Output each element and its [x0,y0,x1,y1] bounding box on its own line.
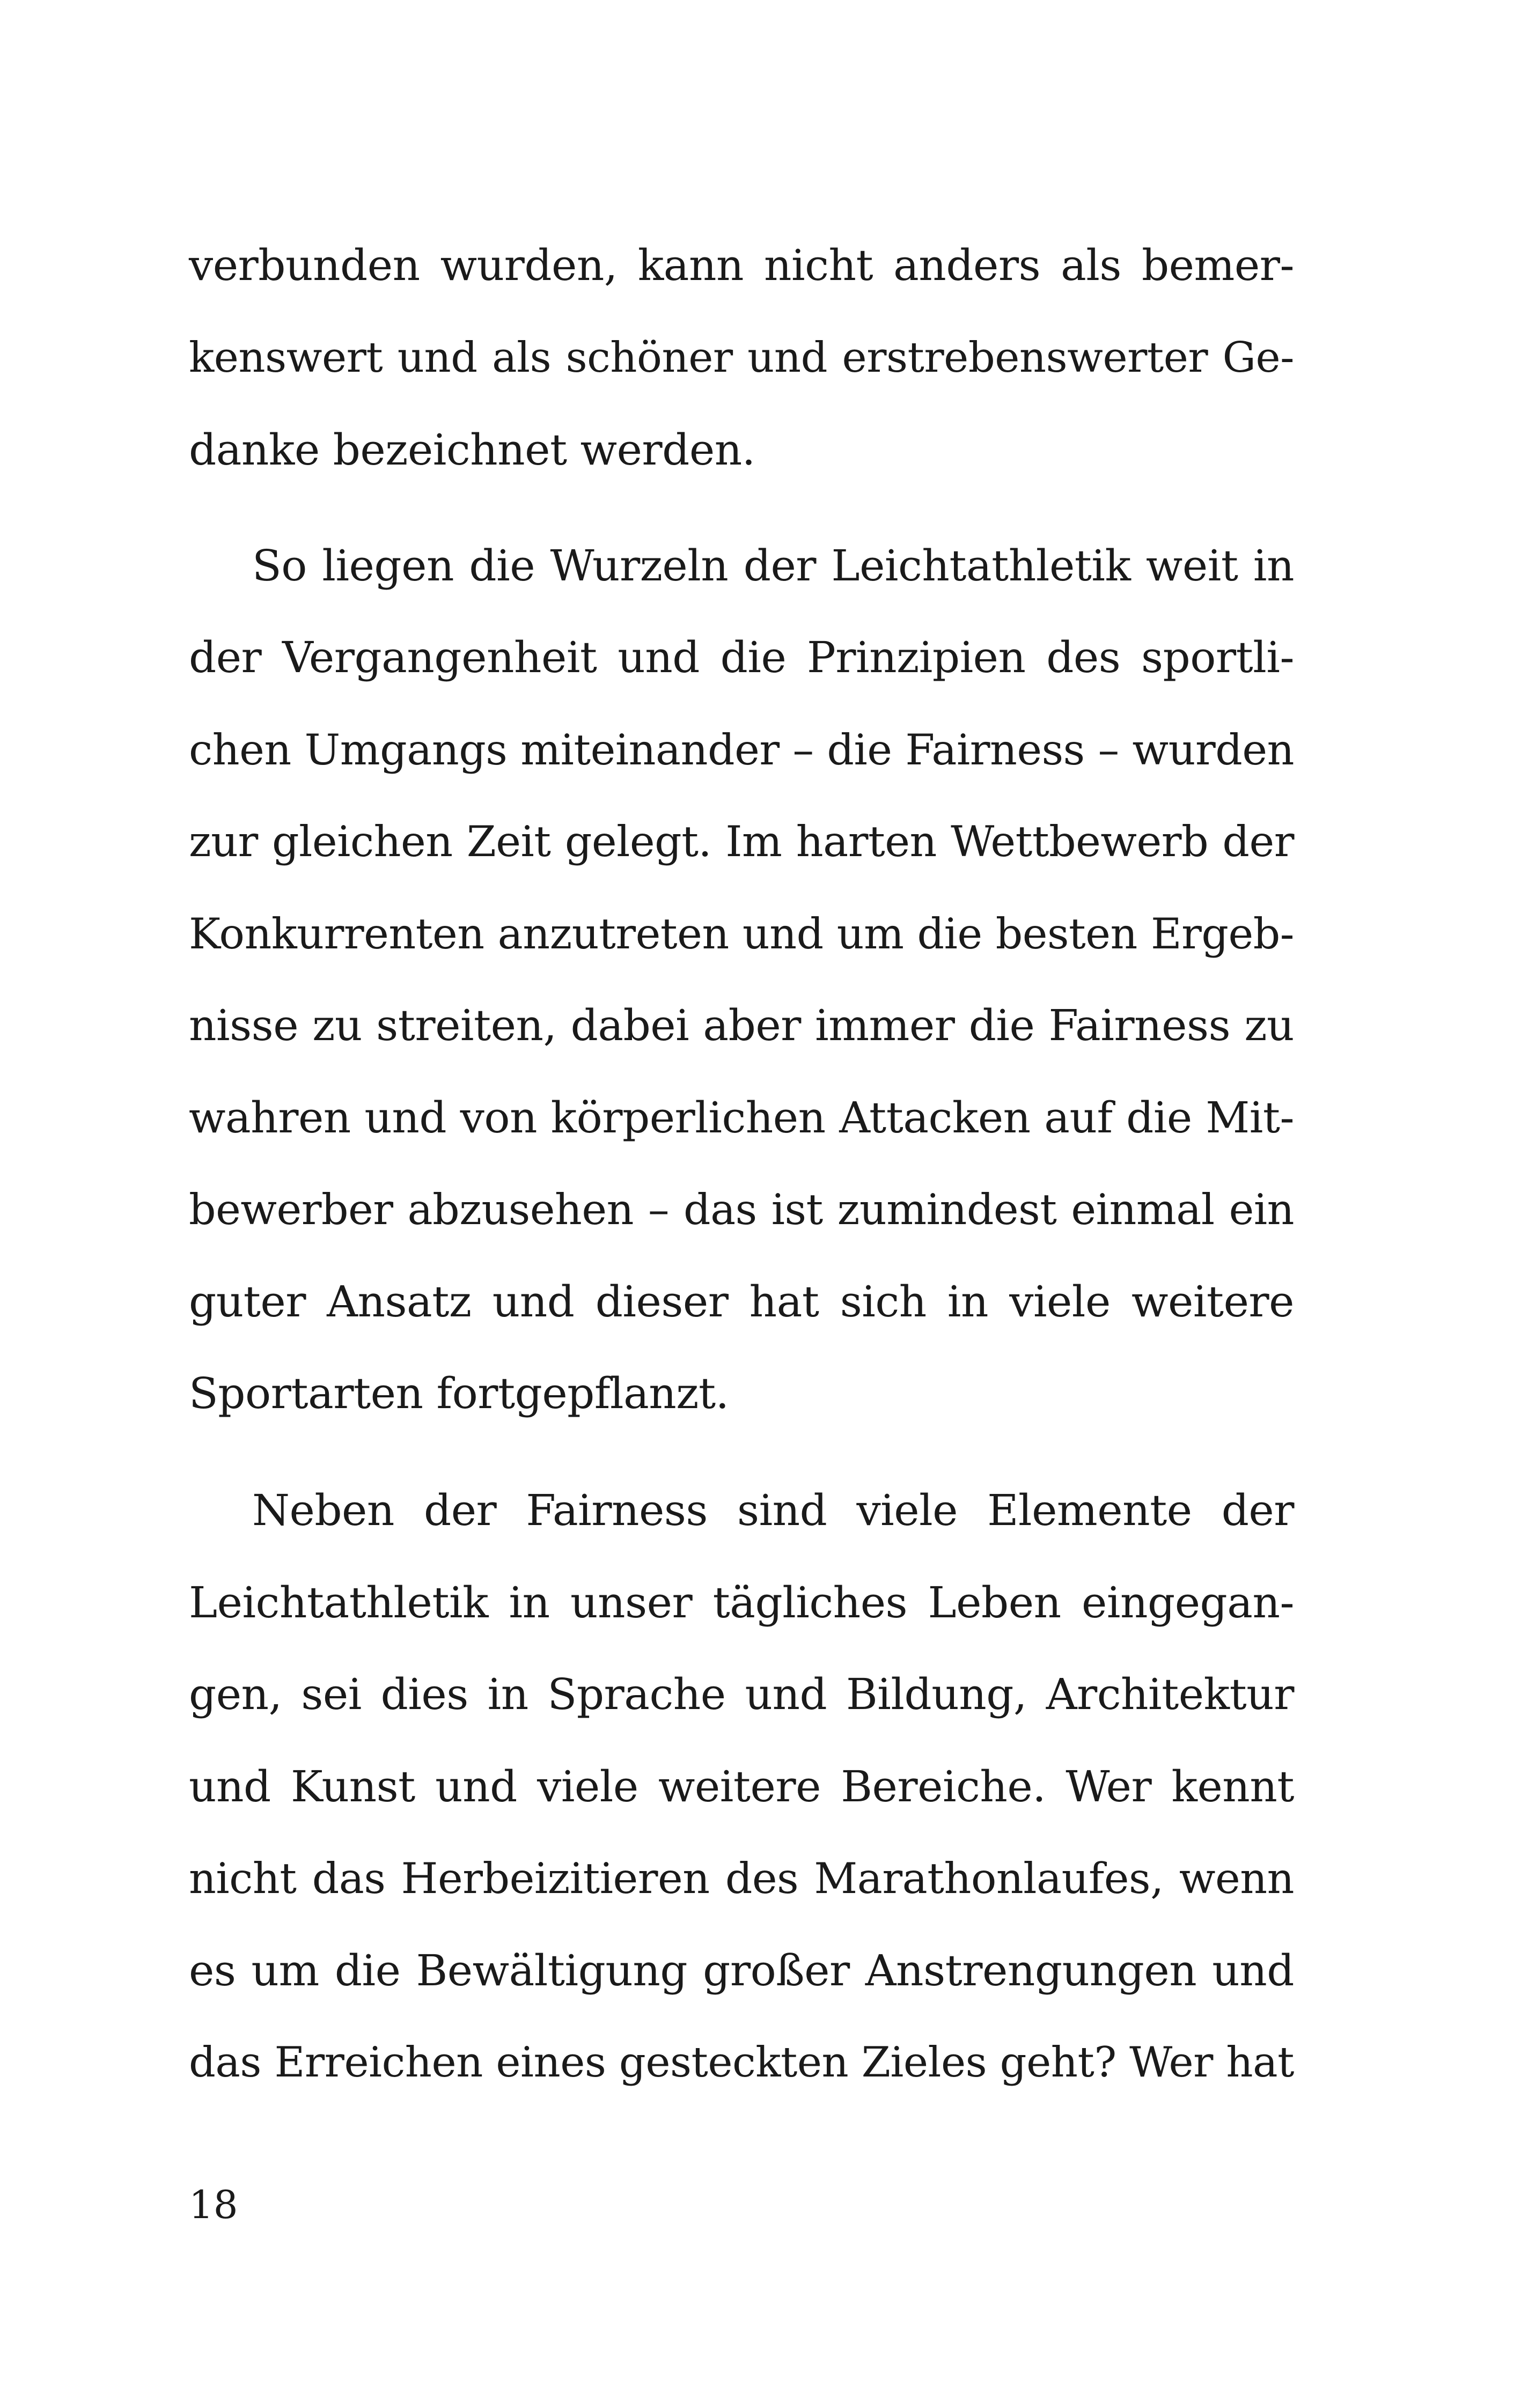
text-line: gen, sei dies in Sprache und Bildung, Architektur [189,1669,1294,1719]
text-line: nisse zu streiten, dabei aber immer die Fairness zu [189,1000,1294,1050]
page-number: 18 [189,2182,238,2227]
text-line: bewerber abzusehen – das ist zumindest einmal ein [189,1185,1294,1234]
text-line: guter Ansatz und dieser hat sich in viele weitere [189,1277,1294,1327]
text-line: das Erreichen eines gesteckten Zieles geht? Wer hat [189,2038,1294,2087]
text-line: Leichtathletik in unser tägliches Leben eingegan- [189,1578,1294,1628]
text-line: zur gleichen Zeit gelegt. Im harten Wettbewerb der [189,817,1294,866]
text-line: verbunden wurden, kann nicht anders als bemer- [189,240,1294,290]
text-line: Konkurrenten anzutreten und um die besten Ergeb- [189,909,1294,959]
text-line: und Kunst und viele weitere Bereiche. Wer kennt [189,1762,1294,1811]
text-line: danke bezeichnet werden. [189,425,755,475]
text-line: nicht das Herbeizitieren des Marathonlaufes, wenn [189,1854,1294,1903]
text-line: es um die Bewältigung großer Anstrengungen und [189,1946,1294,1995]
text-line: So liegen die Wurzeln der Leichtathletik weit in [252,541,1294,591]
text-line: wahren und von körperlichen Attacken auf die Mit- [189,1093,1294,1143]
text-line: chen Umgangs miteinander – die Fairness – wurden [189,725,1294,775]
text-line: Sportarten fortgepflanzt. [189,1368,729,1418]
text-line: der Vergangenheit und die Prinzipien des sportli- [189,632,1294,682]
text-line: Neben der Fairness sind viele Elemente der [252,1485,1294,1535]
text-line: kenswert und als schöner und erstrebenswerter Ge- [189,334,1294,382]
